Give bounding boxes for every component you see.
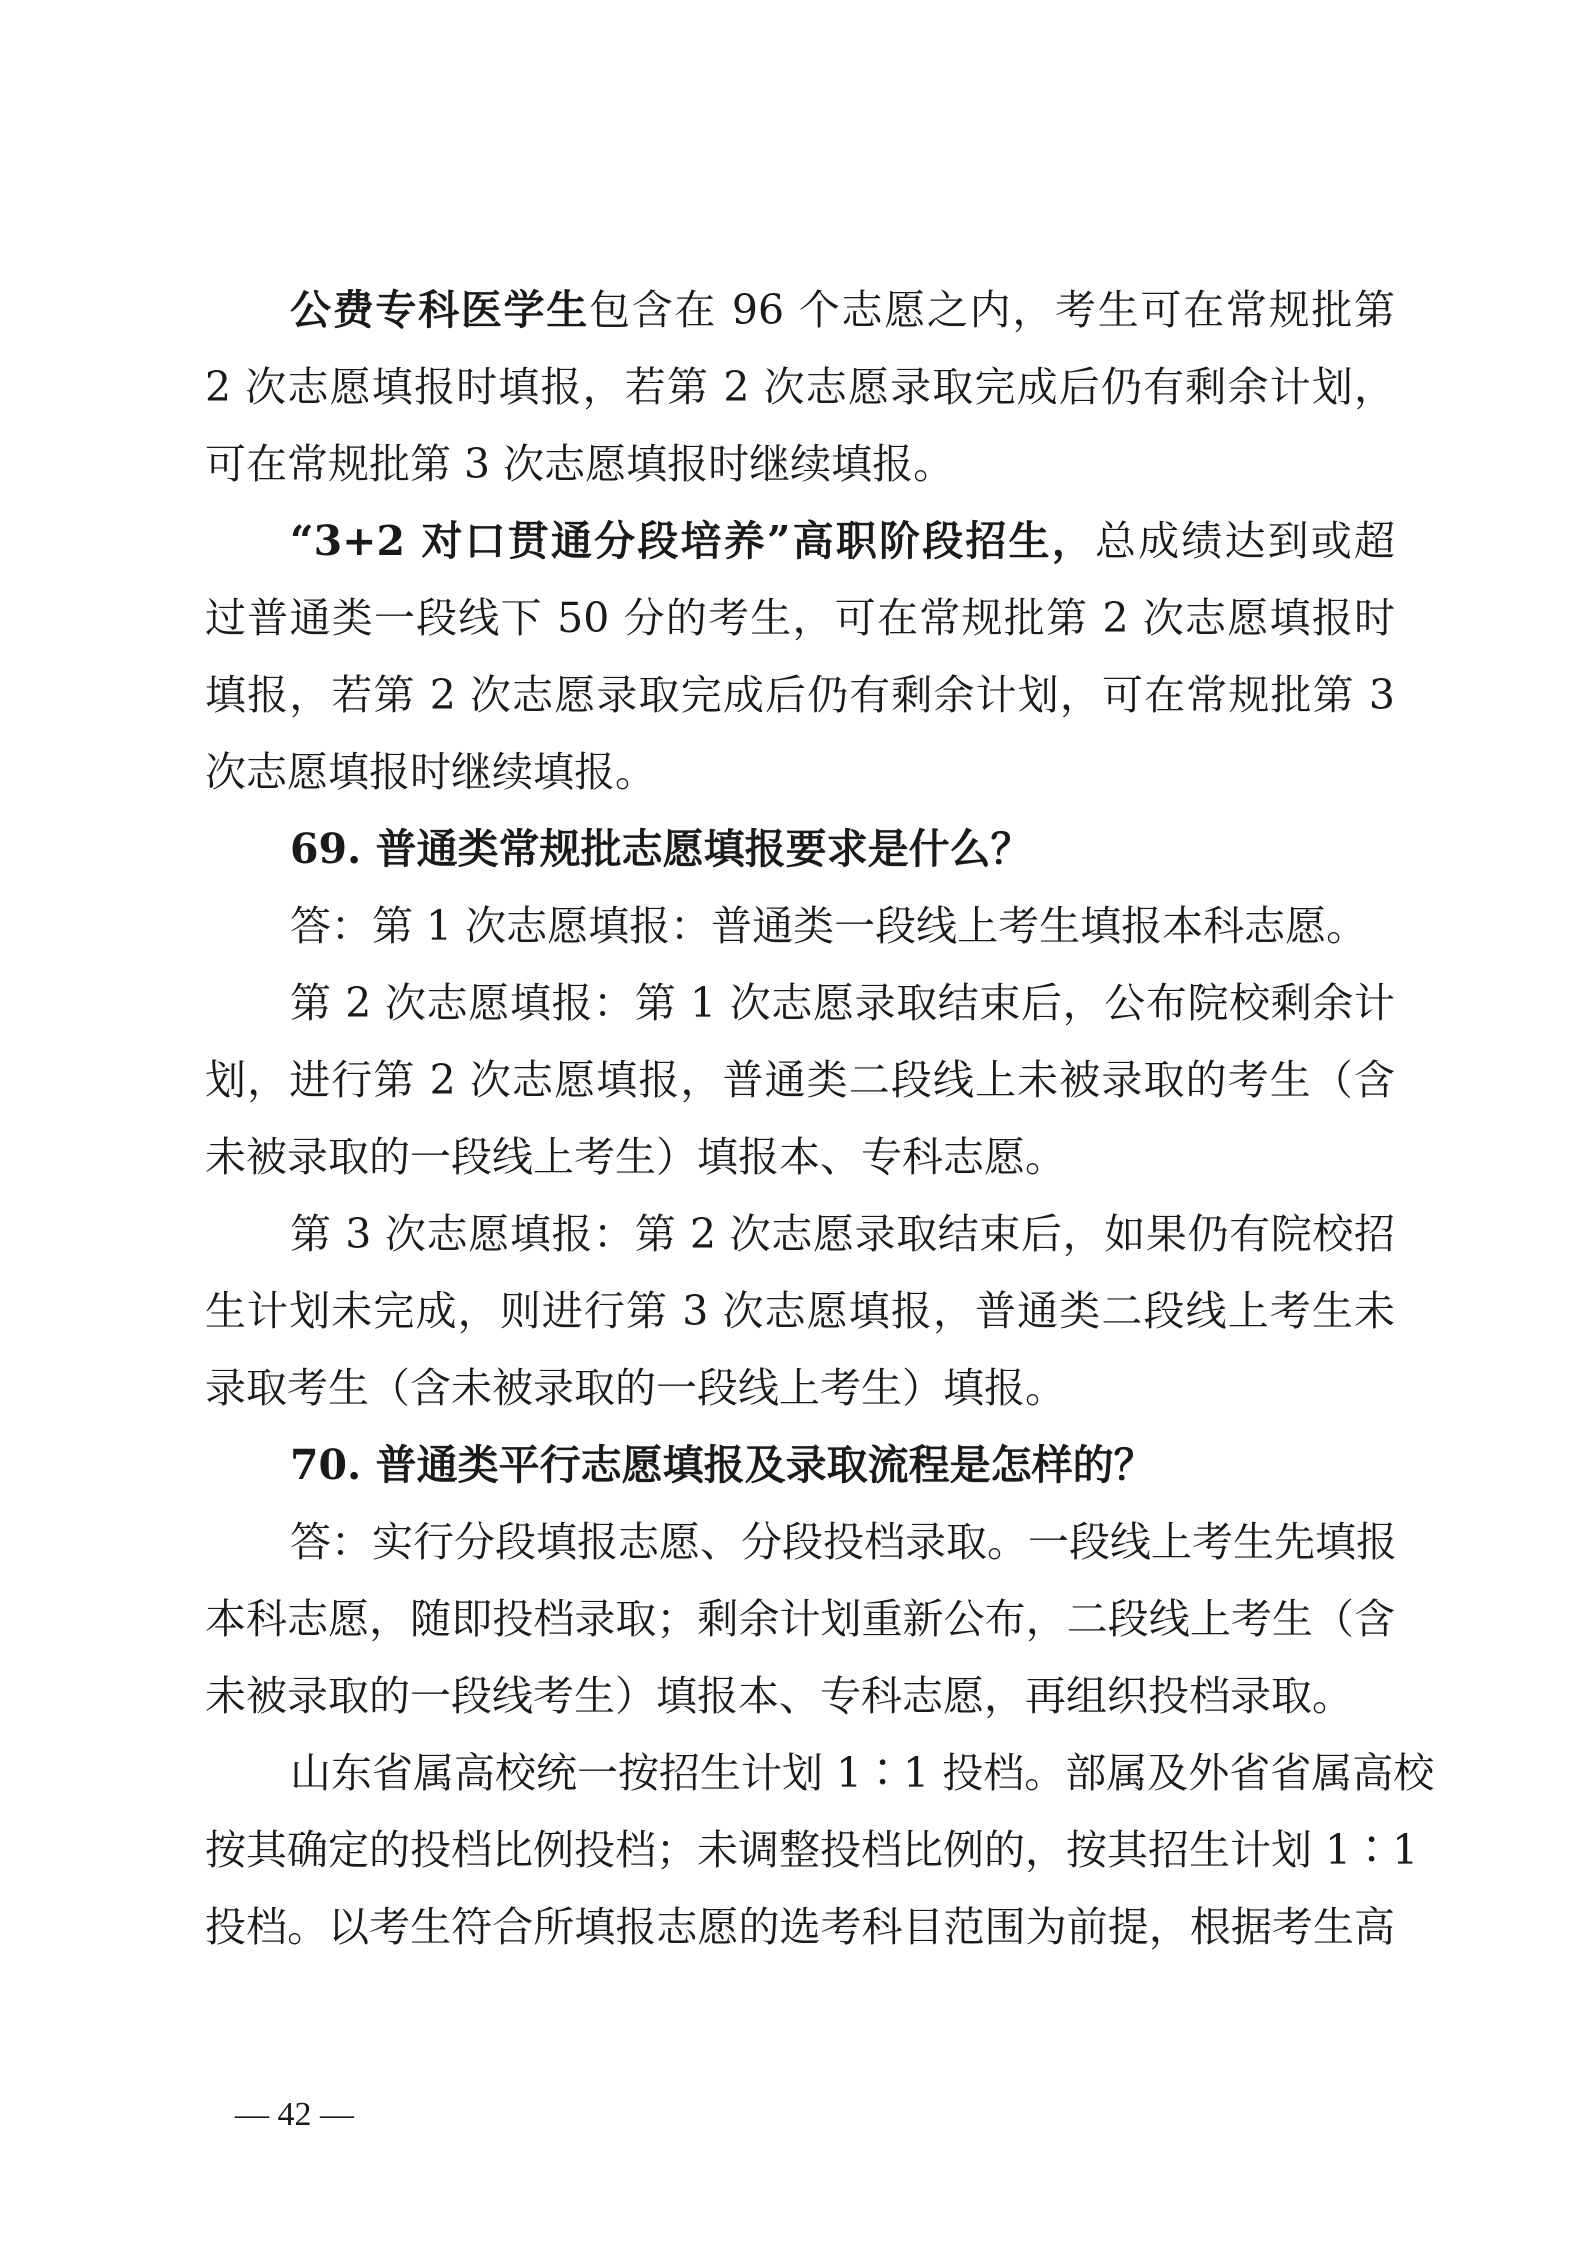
bold-term: “3+2 对口贯通分段培养”高职阶段招生， (290, 517, 1095, 565)
answer-line: 录取考生（含未被录取的一段线上考生）填报。 (205, 1364, 1066, 1412)
paragraph-line: 可在常规批第 3 次志愿填报时继续填报。 (205, 440, 955, 488)
answer-line: 划，进行第 2 次志愿填报，普通类二段线上未被录取的考生（含 (205, 1056, 1395, 1104)
answer-line: 答：实行分段填报志愿、分段投档录取。一段线上考生先填报 (290, 1518, 1397, 1566)
page-number: — 42 — (235, 2096, 354, 2133)
answer-line: 未被录取的一段线上考生）填报本、专科志愿。 (205, 1133, 1066, 1181)
paragraph-line: 2 次志愿填报时填报，若第 2 次志愿录取完成后仍有剩余计划， (205, 363, 1395, 411)
paragraph-line: 次志愿填报时继续填报。 (205, 748, 656, 796)
answer-line: 山东省属高校统一按招生计划 1∶1 投档。部属及外省省属高校 (290, 1749, 1435, 1797)
paragraph-line: 过普通类一段线下 50 分的考生，可在常规批第 2 次志愿填报时 (205, 594, 1395, 642)
answer-line: 第 3 次志愿填报：第 2 次志愿录取结束后，如果仍有院校招 (290, 1210, 1395, 1258)
answer-line: 答：第 1 次志愿填报：普通类一段线上考生填报本科志愿。 (290, 902, 1368, 950)
answer-line: 第 2 次志愿填报：第 1 次志愿录取结束后，公布院校剩余计 (290, 979, 1395, 1027)
paragraph-line (290, 516, 1395, 566)
question-heading: 69. 普通类常规批志愿填报要求是什么？ (290, 825, 1032, 873)
text-span: 总成绩达到或超 (1094, 517, 1396, 565)
answer-line: 投档。以考生符合所填报志愿的选考科目范围为前提，根据考生高 (205, 1903, 1395, 1951)
bold-term: 公费专科医学生 (290, 286, 589, 334)
paragraph-line: 填报，若第 2 次志愿录取完成后仍有剩余计划，可在常规批第 3 (205, 671, 1395, 719)
answer-line: 未被录取的一段线考生）填报本、专科志愿，再组织投档录取。 (205, 1672, 1353, 1720)
answer-line: 本科志愿，随即投档录取；剩余计划重新公布，二段线上考生（含 (205, 1595, 1395, 1643)
answer-line: 生计划未完成，则进行第 3 次志愿填报，普通类二段线上考生未 (205, 1287, 1395, 1335)
text-span: 包含在 96 个志愿之内，考生可在常规批第 (588, 286, 1395, 334)
question-heading: 70. 普通类平行志愿填报及录取流程是怎样的？ (290, 1441, 1155, 1489)
paragraph-line (290, 285, 1395, 335)
answer-line: 按其确定的投档比例投档；未调整投档比例的，按其招生计划 1∶1 (205, 1826, 1419, 1874)
